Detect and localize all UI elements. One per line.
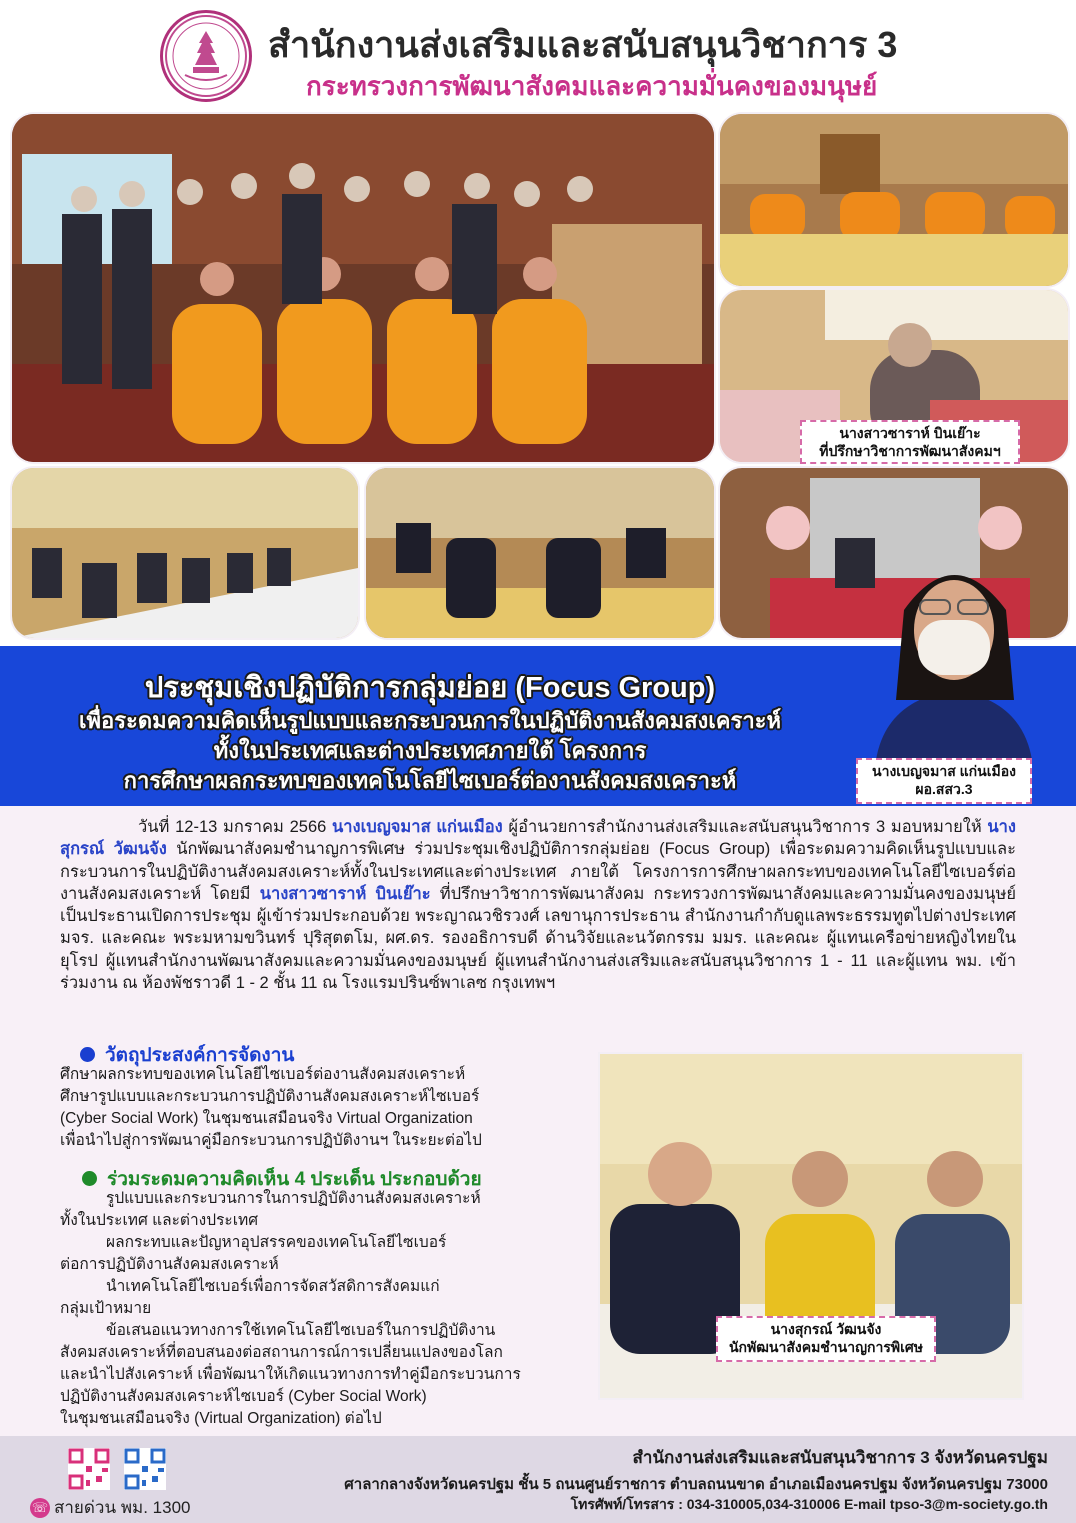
group-photo [12, 114, 714, 462]
news-paragraph [60, 816, 1016, 994]
bullet-icon [80, 1047, 95, 1062]
qr-code-icon[interactable] [68, 1448, 110, 1490]
officer-role: นักพัฒนาสังคมชำนาญการพิเศษ [728, 1338, 924, 1355]
issue-line: สังคมสงเคราะห์ที่ตอบสนองต่อสถานการณ์การเปลี่ยนแปลงของโลก [60, 1344, 503, 1361]
banner-subtitle-3: การศึกษาผลกระทบของเทคโนโลยีไซเบอร์ต่องานสังคมสงเคราะห์ [123, 768, 737, 793]
speaker-role: ที่ปรึกษาวิชาการพัฒนาสังคมฯ [819, 442, 1001, 459]
officer-caption [716, 1316, 936, 1362]
issues-heading-text: ร่วมระดมความคิดเห็น 4 ประเด็น ประกอบด้วย [107, 1169, 482, 1190]
issues-list [60, 1188, 521, 1430]
banner-title: ประชุมเชิงปฏิบัติการกลุ่มย่อย (Focus Group) [144, 672, 716, 704]
ministry-subtitle: กระทรวงการพัฒนาสังคมและความมั่นคงของมนุษย์ [306, 71, 878, 101]
page-title: สำนักงานส่งเสริมและสนับสนุนวิชาการ 3 [268, 24, 898, 65]
director-portrait [856, 550, 1052, 760]
issue-line: ปฏิบัติงานสังคมสงเคราะห์ไซเบอร์ (Cyber Social Work) [60, 1388, 427, 1405]
director-caption [856, 758, 1032, 804]
issue-line: และนำไปสังเคราะห์ เพื่อพัฒนาให้เกิดแนวทางการทำคู่มือกระบวนการ [60, 1366, 521, 1383]
officer-name: นางสุกรณ์ วัฒนจัง [770, 1321, 882, 1337]
objective-line: เพื่อนำไปสู่การพัฒนาคู่มือกระบวนการปฏิบัติงานฯ ในระยะต่อไป [60, 1132, 482, 1149]
issue-line: กลุ่มเป้าหมาย [60, 1300, 152, 1317]
speaker-name-highlight: นางสาวซาราห์ บินเย๊าะ [259, 884, 431, 903]
footer-contact: โทรศัพท์/โทรสาร : 034-310005,034-310006 E-mail tpso-3@m-society.go.th [570, 1496, 1048, 1512]
paragraph-text-1: วันที่ 12-13 มกราคม 2566 [138, 818, 332, 836]
footer-office: สำนักงานส่งเสริมและสนับสนุนวิชาการ 3 จังหวัดนครปฐม [632, 1448, 1048, 1467]
hotline[interactable] [30, 1494, 191, 1521]
paragraph-text-4: ที่ปรึกษาวิชาการพัฒนาสังคม กระทรวงการพัฒนาสังคมและความมั่นคงของมนุษย์ เป็นประธานเปิดการประชุม ผู้เข้าร่วมประกอบด้วย พระญาณวชิรวงศ์ เลขานุการประธาน สำนักงานกำกับดูแลพระธรรมทูตไปต่างประเทศ มจร. และคณะ พระมหามขวินทร์ ปุริสุตตโม, ผศ.ดร. รองอธิการบดี ด้านวิจัยและนวัตกรรม มมร. และคณะ ผู้แทนเครือข่ายหญิงไทยในยุโรป ผู้แทนสำนักงานพัฒนาสังคมและความมั่นคงของมนุษย์ ผู้แทนสำนักงานส่งเสริมและสนับสนุนวิชาการ 1 - 11 และผู้แทน พม. เข้าร่วมงาน ณ ห้องพัชราวดี 1 - 2 ชั้น 11 ณ โรงแรมปรินซ์พาเลซ กรุงเทพฯ [60, 884, 1016, 993]
issue-line: ผลกระทบและปัญหาอุปสรรคของเทคโนโลยีไซเบอร์ [106, 1234, 447, 1251]
speaker-name: นางสาวซาราห์ บินเย๊าะ [839, 425, 981, 441]
objectives-heading-text: วัตถุประสงค์การจัดงาน [105, 1045, 295, 1066]
participants-photo-middle [366, 468, 714, 638]
objectives-list [60, 1064, 482, 1152]
objective-line: ศึกษาผลกระทบของเทคโนโลยีไซเบอร์ต่องานสังคมสงเคราะห์ [60, 1066, 466, 1083]
director-name: นางเบญจมาส แก่นเมือง [872, 763, 1016, 779]
banner-subtitle-2: ทั้งในประเทศและต่างประเทศภายใต้ โครงการ [213, 738, 647, 763]
issue-line: ทั้งในประเทศ และต่างประเทศ [60, 1212, 259, 1229]
paragraph-text-2: ผู้อำนวยการสำนักงานส่งเสริมและสนับสนุนวิชาการ 3 มอบหมายให้ [502, 818, 988, 836]
issue-line: นำเทคโนโลยีไซเบอร์เพื่อการจัดสวัสดิการสังคมแก่ [106, 1278, 440, 1295]
hotline-text: สายด่วน พม. 1300 [54, 1498, 191, 1517]
issue-line: ข้อเสนอแนวทางการใช้เทคโนโลยีไซเบอร์ในการปฏิบัติงาน [106, 1322, 496, 1339]
officer-name-highlight: นางสุกรณ์ วัฒนจัง [60, 818, 1016, 859]
speaker-caption [800, 420, 1020, 464]
phone-icon: ☏ [30, 1498, 50, 1518]
footer-address: ศาลากลางจังหวัดนครปฐม ชั้น 5 ถนนศูนย์ราชการ ตำบลถนนขาด อำเภอเมืองนครปฐม จังหวัดนครปฐม 73000 [344, 1476, 1048, 1493]
director-name-highlight: นางเบญจมาส แก่นเมือง [331, 818, 503, 836]
objective-line: ศึกษารูปแบบและกระบวนการปฏิบัติงานสังคมสงเคราะห์ไซเบอร์ [60, 1088, 480, 1105]
objective-line: (Cyber Social Work) ในชุมชนเสมือนจริง Virtual Organization [60, 1110, 473, 1127]
qr-code-icon[interactable] [124, 1448, 166, 1490]
issue-line: ต่อการปฏิบัติงานสังคมสงเคราะห์ [60, 1256, 279, 1273]
ministry-emblem-icon [160, 10, 252, 102]
bullet-icon [82, 1171, 97, 1186]
participants-photo-left [12, 468, 358, 638]
banner-subtitle-1: เพื่อระดมความคิดเห็นรูปแบบและกระบวนการในปฏิบัติงานสังคมสงเคราะห์ [78, 708, 781, 733]
monks-meeting-photo [720, 114, 1068, 286]
director-role: ผอ.สสว.3 [915, 780, 973, 797]
paragraph-text-3: นักพัฒนาสังคมชำนาญการพิเศษ ร่วมประชุมเชิงปฏิบัติการกลุ่มย่อย (Focus Group) เพื่อระดมความคิดเห็นรูปแบบและกระบวนการในปฏิบัติงานสังคมสงเคราะห์ทั้งในประเทศและต่างประเทศ ภายใต้ โครงการการศึกษาผลกระทบของเทคโนโลยีไซเบอร์ต่องานสังคมสงเคราะห์ โดยมี [60, 840, 1016, 903]
issue-line: ในชุมชนเสมือนจริง (Virtual Organization) ต่อไป [60, 1410, 382, 1427]
issue-line: รูปแบบและกระบวนการในการปฏิบัติงานสังคมสงเคราะห์ [106, 1190, 481, 1207]
